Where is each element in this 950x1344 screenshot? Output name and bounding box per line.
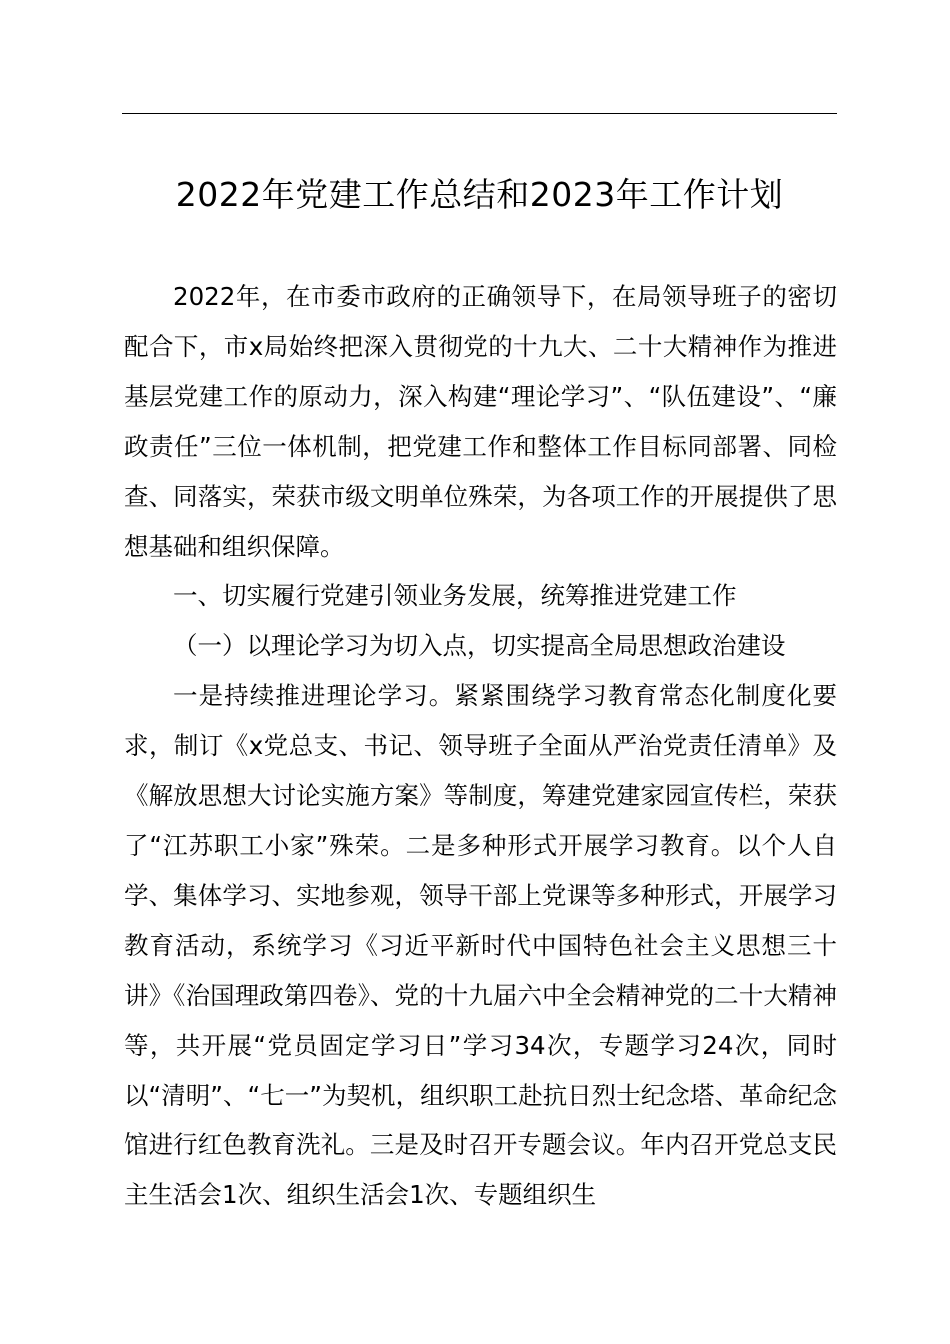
document-title: 2022年党建工作总结和2023年工作计划 [175,175,784,214]
document-body [124,272,837,1220]
subsection-heading-1: （一）以理论学习为切入点，切实提高全局思想政治建设 [173,631,786,661]
intro-paragraph: 2022年，在市委市政府的正确领导下，在局领导班子的密切配合下，市x局始终把深入贯彻党的十九大、二十大精神作为推进基层党建工作的原动力，深入构建“理论学习”、“队伍建设”、“廉政责任”三位一体机制，把党建工作和整体工作目标同部署、同检查、同落实，荣获市级文明单位殊荣，为各项工作的开展提供了思想基础和组织保障。 [124,282,837,561]
section-heading-1: 一、切实履行党建引领业务发展，统筹推进党建工作 [173,581,737,611]
body-paragraph-1: 一是持续推进理论学习。紧紧围绕学习教育常态化制度化要求，制订《x党总支、书记、领导班子全面从严治党责任清单》及《解放思想大讨论实施方案》等制度，筹建党建家园宣传栏，荣获了“江苏职工小家”殊荣。二是多种形式开展学习教育。以个人自学、集体学习、实地参观，领导干部上党课等多种形式，开展学习教育活动，系统学习《习近平新时代中国特色社会主义思想三十讲》《治国理政第四卷》、党的十九届六中全会精神党的二十大精神等，共开展“党员固定学习日”学习34次，专题学习24次，同时以“清明”、“七一”为契机，组织职工赴抗日烈士纪念塔、革命纪念馆进行红色教育洗礼。三是及时召开专题会议。年内召开党总支民主生活会1次、组织生活会1次、专题组织生 [124,681,837,1210]
header-rule [122,113,837,114]
